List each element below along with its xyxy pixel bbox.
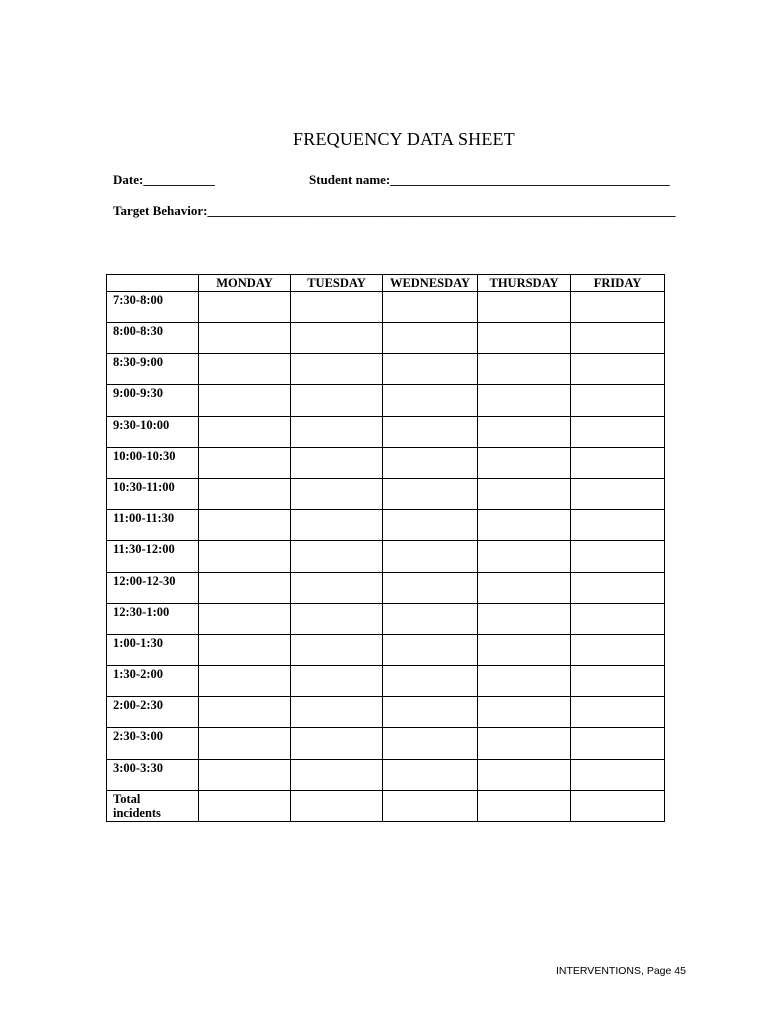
total-row bbox=[107, 790, 665, 821]
tally-cell[interactable] bbox=[478, 385, 571, 416]
tally-cell[interactable] bbox=[199, 478, 291, 509]
tally-cell[interactable] bbox=[199, 572, 291, 603]
total-cell[interactable] bbox=[383, 790, 478, 821]
time-slot-label: 1:00-1:30 bbox=[107, 634, 199, 665]
tally-cell[interactable] bbox=[291, 447, 383, 478]
tally-cell[interactable] bbox=[291, 478, 383, 509]
tally-cell[interactable] bbox=[199, 541, 291, 572]
tally-cell[interactable] bbox=[478, 634, 571, 665]
tally-cell[interactable] bbox=[199, 416, 291, 447]
tally-cell[interactable] bbox=[383, 478, 478, 509]
tally-cell[interactable] bbox=[571, 416, 665, 447]
table-row bbox=[107, 603, 665, 634]
total-label-line1: Total bbox=[113, 791, 141, 806]
tally-cell[interactable] bbox=[291, 354, 383, 385]
tally-cell[interactable] bbox=[478, 292, 571, 323]
header-row bbox=[107, 275, 665, 292]
tally-cell[interactable] bbox=[478, 323, 571, 354]
tally-cell[interactable] bbox=[383, 416, 478, 447]
tally-cell[interactable] bbox=[199, 292, 291, 323]
tally-cell[interactable] bbox=[199, 354, 291, 385]
tally-cell[interactable] bbox=[383, 666, 478, 697]
tally-cell[interactable] bbox=[291, 572, 383, 603]
tally-cell[interactable] bbox=[571, 354, 665, 385]
tally-cell[interactable] bbox=[383, 697, 478, 728]
tally-cell[interactable] bbox=[383, 510, 478, 541]
table-row bbox=[107, 510, 665, 541]
tally-cell[interactable] bbox=[291, 603, 383, 634]
table-body bbox=[107, 292, 665, 822]
tally-cell[interactable] bbox=[383, 572, 478, 603]
total-label-line2: incidents bbox=[113, 806, 161, 821]
target-behavior-field[interactable]: Target Behavior:________________________________________________________________________ bbox=[113, 203, 676, 218]
tally-cell[interactable] bbox=[571, 759, 665, 790]
tally-cell[interactable] bbox=[383, 385, 478, 416]
tally-cell[interactable] bbox=[571, 634, 665, 665]
tally-cell[interactable] bbox=[571, 666, 665, 697]
tally-cell[interactable] bbox=[478, 510, 571, 541]
date-field[interactable]: Date:___________ bbox=[113, 172, 215, 187]
tally-cell[interactable] bbox=[571, 478, 665, 509]
table-row bbox=[107, 354, 665, 385]
tally-cell[interactable] bbox=[199, 447, 291, 478]
tally-cell[interactable] bbox=[383, 323, 478, 354]
total-cell[interactable] bbox=[291, 790, 383, 821]
tally-cell[interactable] bbox=[291, 759, 383, 790]
time-slot-label: 2:30-3:00 bbox=[107, 728, 199, 759]
total-cell[interactable] bbox=[199, 790, 291, 821]
tally-cell[interactable] bbox=[383, 634, 478, 665]
tally-cell[interactable] bbox=[478, 666, 571, 697]
tally-cell[interactable] bbox=[291, 697, 383, 728]
tally-cell[interactable] bbox=[291, 666, 383, 697]
tally-cell[interactable] bbox=[199, 728, 291, 759]
tally-cell[interactable] bbox=[199, 603, 291, 634]
tally-cell[interactable] bbox=[478, 728, 571, 759]
time-slot-label: 10:00-10:30 bbox=[107, 447, 199, 478]
column-header-friday: FRIDAY bbox=[571, 275, 665, 292]
table-row bbox=[107, 728, 665, 759]
table-row bbox=[107, 478, 665, 509]
tally-cell[interactable] bbox=[571, 697, 665, 728]
tally-cell[interactable] bbox=[291, 541, 383, 572]
tally-cell[interactable] bbox=[478, 541, 571, 572]
column-header-tuesday: TUESDAY bbox=[291, 275, 383, 292]
time-slot-label: 11:30-12:00 bbox=[107, 541, 199, 572]
tally-cell[interactable] bbox=[291, 510, 383, 541]
column-header-monday: MONDAY bbox=[199, 275, 291, 292]
tally-cell[interactable] bbox=[571, 323, 665, 354]
page-footer: INTERVENTIONS, Page 45 bbox=[556, 965, 686, 977]
tally-cell[interactable] bbox=[571, 541, 665, 572]
tally-cell[interactable] bbox=[199, 634, 291, 665]
tally-cell[interactable] bbox=[383, 354, 478, 385]
tally-cell[interactable] bbox=[383, 603, 478, 634]
time-slot-label: 12:30-1:00 bbox=[107, 603, 199, 634]
tally-cell[interactable] bbox=[199, 510, 291, 541]
tally-cell[interactable] bbox=[571, 728, 665, 759]
tally-cell[interactable] bbox=[199, 385, 291, 416]
table-row bbox=[107, 666, 665, 697]
tally-cell[interactable] bbox=[199, 323, 291, 354]
time-slot-label: 3:00-3:30 bbox=[107, 759, 199, 790]
page-title: FREQUENCY DATA SHEET bbox=[293, 129, 515, 149]
tally-cell[interactable] bbox=[571, 447, 665, 478]
tally-cell[interactable] bbox=[199, 666, 291, 697]
table-row bbox=[107, 385, 665, 416]
tally-cell[interactable] bbox=[478, 697, 571, 728]
tally-cell[interactable] bbox=[291, 728, 383, 759]
time-slot-label: 9:00-9:30 bbox=[107, 385, 199, 416]
tally-cell[interactable] bbox=[291, 292, 383, 323]
tally-cell[interactable] bbox=[383, 292, 478, 323]
tally-cell[interactable] bbox=[199, 697, 291, 728]
table-row bbox=[107, 292, 665, 323]
table-row bbox=[107, 634, 665, 665]
column-header-wednesday: WEDNESDAY bbox=[383, 275, 478, 292]
total-cell[interactable] bbox=[478, 790, 571, 821]
total-cell[interactable] bbox=[571, 790, 665, 821]
tally-cell[interactable] bbox=[571, 572, 665, 603]
time-slot-label: 2:00-2:30 bbox=[107, 697, 199, 728]
tally-cell[interactable] bbox=[478, 759, 571, 790]
tally-cell[interactable] bbox=[571, 510, 665, 541]
table-row bbox=[107, 541, 665, 572]
tally-cell[interactable] bbox=[199, 759, 291, 790]
tally-cell[interactable] bbox=[478, 447, 571, 478]
column-header-thursday: THURSDAY bbox=[478, 275, 571, 292]
time-slot-label: 9:30-10:00 bbox=[107, 416, 199, 447]
frequency-table bbox=[106, 274, 665, 822]
tally-cell[interactable] bbox=[571, 385, 665, 416]
tally-cell[interactable] bbox=[383, 759, 478, 790]
table-row bbox=[107, 697, 665, 728]
corner-header bbox=[107, 275, 199, 292]
time-slot-label: 8:00-8:30 bbox=[107, 323, 199, 354]
tally-cell[interactable] bbox=[478, 354, 571, 385]
tally-cell[interactable] bbox=[291, 323, 383, 354]
tally-cell[interactable] bbox=[571, 292, 665, 323]
time-slot-label: 10:30-11:00 bbox=[107, 478, 199, 509]
tally-cell[interactable] bbox=[291, 634, 383, 665]
time-slot-label: 7:30-8:00 bbox=[107, 292, 199, 323]
tally-cell[interactable] bbox=[383, 728, 478, 759]
tally-cell[interactable] bbox=[478, 416, 571, 447]
time-slot-label: 12:00-12-30 bbox=[107, 572, 199, 603]
tally-cell[interactable] bbox=[478, 603, 571, 634]
table-row bbox=[107, 572, 665, 603]
time-slot-label: 11:00-11:30 bbox=[107, 510, 199, 541]
time-slot-label: 8:30-9:00 bbox=[107, 354, 199, 385]
table-row bbox=[107, 323, 665, 354]
time-slot-label: 1:30-2:00 bbox=[107, 666, 199, 697]
table-row bbox=[107, 416, 665, 447]
tally-cell[interactable] bbox=[291, 385, 383, 416]
tally-cell[interactable] bbox=[383, 447, 478, 478]
tally-cell[interactable] bbox=[478, 478, 571, 509]
table-row bbox=[107, 447, 665, 478]
total-incidents-label bbox=[107, 790, 199, 821]
tally-cell[interactable] bbox=[571, 603, 665, 634]
tally-cell[interactable] bbox=[478, 572, 571, 603]
student-name-field[interactable]: Student name:___________________________________________ bbox=[309, 172, 670, 187]
tally-cell[interactable] bbox=[291, 416, 383, 447]
tally-cell[interactable] bbox=[383, 541, 478, 572]
table-row bbox=[107, 759, 665, 790]
